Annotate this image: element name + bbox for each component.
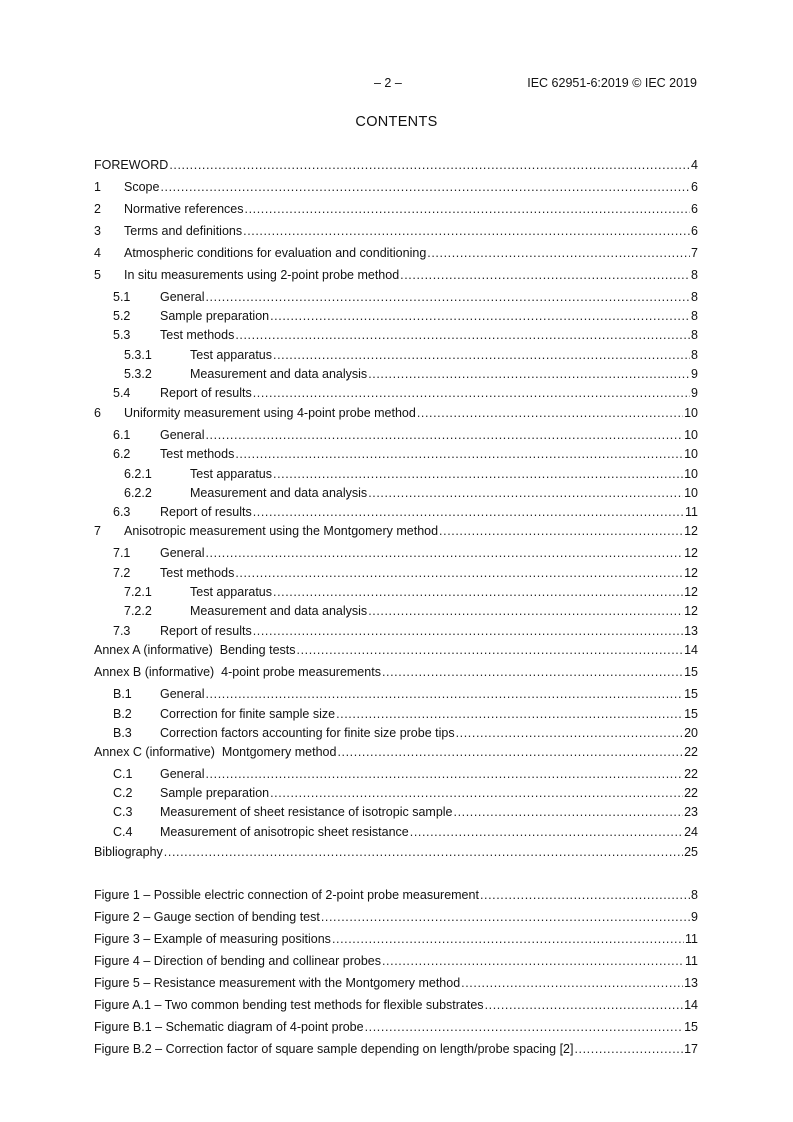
toc-entry[interactable] <box>94 825 698 841</box>
figure-entry-title: Figure 1 – Possible electric connection of 2-point probe measurement <box>94 888 479 902</box>
toc-entry-page: 15 <box>684 665 698 679</box>
toc-entry[interactable] <box>94 290 698 306</box>
toc-entry-page: 6 <box>691 224 698 238</box>
toc-entry-number: 5.4 <box>113 386 131 400</box>
toc-entry-page: 8 <box>691 328 698 342</box>
figure-entry-page: 15 <box>684 1020 698 1034</box>
page-title: CONTENTS <box>355 114 438 130</box>
figure-entry[interactable] <box>94 932 698 948</box>
dot-leader <box>365 1020 684 1034</box>
toc-entry[interactable] <box>94 328 698 344</box>
figure-entry[interactable] <box>94 954 698 970</box>
dot-leader <box>417 406 683 420</box>
toc-entry-page: 8 <box>691 348 698 362</box>
figure-entry-title: Figure A.1 – Two common bending test methods for flexible substrates <box>94 998 484 1012</box>
figure-entry-title: Figure B.1 – Schematic diagram of 4-point probe <box>94 1020 364 1034</box>
dot-leader <box>235 566 683 580</box>
toc-entry-number: 5.2 <box>113 309 131 323</box>
dot-leader <box>205 767 683 781</box>
toc-entry-title: General <box>160 687 205 701</box>
toc-entry[interactable] <box>94 786 698 802</box>
toc-entry[interactable] <box>94 406 698 422</box>
toc-entry[interactable] <box>94 386 698 402</box>
toc-entry-title: Scope <box>124 180 160 194</box>
toc-entry-title: Test apparatus <box>190 467 272 481</box>
figure-entry[interactable] <box>94 910 698 926</box>
toc-entry-page: 9 <box>691 386 698 400</box>
toc-entry-page: 10 <box>684 428 698 442</box>
dot-leader <box>480 888 690 902</box>
dot-leader <box>321 910 690 924</box>
toc-entry[interactable] <box>94 726 698 742</box>
toc-entry[interactable] <box>94 546 698 562</box>
toc-entry[interactable] <box>94 246 698 262</box>
toc-entry-title: Sample preparation <box>160 309 270 323</box>
toc-entry-title: Test apparatus <box>190 585 272 599</box>
figure-entry[interactable] <box>94 1020 698 1036</box>
toc-entry-page: 8 <box>691 290 698 304</box>
figure-entry-page: 17 <box>684 1042 698 1056</box>
toc-entry-title: Anisotropic measurement using the Montgomery method <box>124 524 439 538</box>
dot-leader <box>368 486 683 500</box>
dot-leader <box>456 726 684 740</box>
toc-entry-page: 15 <box>684 687 698 701</box>
figure-entry-page: 11 <box>685 932 698 946</box>
dot-leader <box>169 158 690 172</box>
toc-entry-title: Correction for finite sample size <box>160 707 336 721</box>
toc-entry-number: B.1 <box>113 687 132 701</box>
dot-leader <box>382 665 683 679</box>
toc-entry-number: 3 <box>94 224 101 238</box>
figure-entry[interactable] <box>94 1042 698 1058</box>
toc-entry-title: Correction factors accounting for finite size probe tips <box>160 726 455 740</box>
toc-entry-number: 6 <box>94 406 101 420</box>
toc-entry-number: 5 <box>94 268 101 282</box>
toc-entry-page: 22 <box>684 745 698 759</box>
toc-entry-number: C.4 <box>113 825 133 839</box>
toc-entry-number: 7.1 <box>113 546 131 560</box>
figure-entry-page: 11 <box>685 954 698 968</box>
toc-entry[interactable] <box>94 665 698 681</box>
figure-entry-title: Figure 4 – Direction of bending and collinear probes <box>94 954 381 968</box>
toc-entry-page: 22 <box>684 786 698 800</box>
toc-entry-number: 7.2 <box>113 566 131 580</box>
dot-leader <box>273 585 683 599</box>
toc-entry[interactable] <box>94 687 698 703</box>
toc-entry-number: C.3 <box>113 805 133 819</box>
toc-entry-page: 22 <box>684 767 698 781</box>
dot-leader <box>235 447 683 461</box>
toc-entry-title: In situ measurements using 2-point probe method <box>124 268 400 282</box>
toc-entry[interactable] <box>94 585 698 601</box>
toc-entry-page: 11 <box>685 505 698 519</box>
toc-entry-number: 5.3 <box>113 328 131 342</box>
toc-entry-title: Sample preparation <box>160 786 270 800</box>
toc-entry-number: B.3 <box>113 726 132 740</box>
toc-entry-number: 1 <box>94 180 101 194</box>
toc-entry-page: 9 <box>691 367 698 381</box>
dot-leader <box>400 268 690 282</box>
toc-entry-page: 12 <box>684 585 698 599</box>
document-reference: IEC 62951-6:2019 © IEC 2019 <box>527 76 697 90</box>
toc-entry-title: Report of results <box>160 386 252 400</box>
dot-leader <box>368 367 690 381</box>
toc-entry-number: 7.2.1 <box>124 585 152 599</box>
toc-entry[interactable] <box>94 158 698 174</box>
toc-entry-page: 6 <box>691 180 698 194</box>
dot-leader <box>164 845 683 859</box>
toc-entry-number: 7.3 <box>113 624 131 638</box>
toc-entry-title: Measurement of anisotropic sheet resistance <box>160 825 409 839</box>
toc-entry[interactable] <box>94 486 698 502</box>
toc-entry-title: General <box>160 767 205 781</box>
toc-entry-page: 10 <box>684 406 698 420</box>
toc-entry-page: 13 <box>684 624 698 638</box>
toc-entry[interactable] <box>94 268 698 284</box>
toc-entry-page: 20 <box>684 726 698 740</box>
figure-entry[interactable] <box>94 976 698 992</box>
dot-leader <box>205 546 683 560</box>
toc-entry-title: Measurement and data analysis <box>190 486 368 500</box>
toc-entry[interactable] <box>94 348 698 364</box>
toc-entry-page: 10 <box>684 486 698 500</box>
toc-entry[interactable] <box>94 224 698 240</box>
toc-entry-title: Report of results <box>160 505 252 519</box>
toc-entry[interactable] <box>94 505 698 521</box>
toc-entry-page: 12 <box>684 524 698 538</box>
dot-leader <box>574 1042 683 1056</box>
toc-entry-title: Measurement and data analysis <box>190 604 368 618</box>
page-number: – 2 – <box>374 76 402 90</box>
toc-entry[interactable] <box>94 309 698 325</box>
figure-entry-title: Figure 3 – Example of measuring positions <box>94 932 331 946</box>
dot-leader <box>235 328 690 342</box>
dot-leader <box>461 976 683 990</box>
toc-entry-number: 6.3 <box>113 505 131 519</box>
toc-entry-page: 10 <box>684 447 698 461</box>
toc-entry-number: 5.1 <box>113 290 131 304</box>
dot-leader <box>245 202 691 216</box>
toc-entry-title: Measurement of sheet resistance of isotropic sample <box>160 805 453 819</box>
toc-entry-number: 6.2.1 <box>124 467 152 481</box>
toc-entry-title: General <box>160 428 205 442</box>
dot-leader <box>439 524 683 538</box>
toc-entry-number: 5.3.2 <box>124 367 152 381</box>
dot-leader <box>332 932 684 946</box>
toc-entry-number: 7 <box>94 524 101 538</box>
dot-leader <box>205 687 683 701</box>
toc-entry-page: 15 <box>684 707 698 721</box>
dot-leader <box>427 246 690 260</box>
toc-entry-title: Terms and definitions <box>124 224 243 238</box>
toc-entry-number: C.2 <box>113 786 133 800</box>
dot-leader <box>336 707 683 721</box>
toc-entry[interactable] <box>94 604 698 620</box>
toc-entry-title: Report of results <box>160 624 252 638</box>
dot-leader <box>205 290 690 304</box>
toc-entry-title: Normative references <box>124 202 244 216</box>
dot-leader <box>382 954 684 968</box>
toc-entry[interactable] <box>94 566 698 582</box>
toc-entry[interactable] <box>94 202 698 218</box>
figure-entry-title: Figure 5 – Resistance measurement with the Montgomery method <box>94 976 461 990</box>
toc-entry-title: Test methods <box>160 328 235 342</box>
toc-entry-number: 2 <box>94 202 101 216</box>
toc-entry-page: 12 <box>684 566 698 580</box>
dot-leader <box>273 467 683 481</box>
toc-entry-page: 23 <box>684 805 698 819</box>
toc-entry-page: 12 <box>684 546 698 560</box>
figure-entry-page: 14 <box>684 998 698 1012</box>
toc-entry-number: 7.2.2 <box>124 604 152 618</box>
toc-entry-title: FOREWORD <box>94 158 169 172</box>
toc-entry-number: 6.2.2 <box>124 486 152 500</box>
toc-entry-title: General <box>160 546 205 560</box>
toc-entry[interactable] <box>94 643 698 659</box>
toc-entry-title: Annex C (informative) Montgomery method <box>94 745 337 759</box>
toc-entry-number: 6.2 <box>113 447 131 461</box>
toc-entry-page: 14 <box>684 643 698 657</box>
dot-leader <box>253 624 683 638</box>
figure-entry-title: Figure 2 – Gauge section of bending test <box>94 910 320 924</box>
toc-entry-page: 12 <box>684 604 698 618</box>
dot-leader <box>337 745 683 759</box>
toc-entry-page: 7 <box>691 246 698 260</box>
toc-entry-title: Annex A (informative) Bending tests <box>94 643 296 657</box>
toc-entry-title: Test apparatus <box>190 348 272 362</box>
dot-leader <box>485 998 684 1012</box>
figure-entry[interactable] <box>94 998 698 1014</box>
toc-entry-number: 5.3.1 <box>124 348 152 362</box>
dot-leader <box>243 224 690 238</box>
figure-entry[interactable] <box>94 888 698 904</box>
toc-entry-title: Measurement and data analysis <box>190 367 368 381</box>
dot-leader <box>368 604 683 618</box>
toc-entry-title: Uniformity measurement using 4-point probe method <box>124 406 416 420</box>
dot-leader <box>410 825 683 839</box>
toc-entry-number: C.1 <box>113 767 133 781</box>
dot-leader <box>160 180 690 194</box>
toc-entry-number: B.2 <box>113 707 132 721</box>
toc-entry-page: 4 <box>691 158 698 172</box>
dot-leader <box>253 386 690 400</box>
dot-leader <box>205 428 683 442</box>
toc-entry-page: 8 <box>691 309 698 323</box>
toc-entry-title: Atmospheric conditions for evaluation and conditioning <box>124 246 427 260</box>
toc-entry[interactable] <box>94 767 698 783</box>
dot-leader <box>454 805 684 819</box>
figure-entry-title: Figure B.2 – Correction factor of square sample depending on length/probe spacing [2] <box>94 1042 574 1056</box>
toc-entry-title: Annex B (informative) 4-point probe measurements <box>94 665 381 679</box>
toc-entry-title: Test methods <box>160 566 235 580</box>
dot-leader <box>273 348 690 362</box>
toc-entry[interactable] <box>94 367 698 383</box>
toc-entry[interactable] <box>94 428 698 444</box>
figure-entry-page: 9 <box>691 910 698 924</box>
toc-entry[interactable] <box>94 624 698 640</box>
toc-entry[interactable] <box>94 467 698 483</box>
toc-entry[interactable] <box>94 845 698 861</box>
dot-leader <box>253 505 684 519</box>
toc-entry-title: Test methods <box>160 447 235 461</box>
toc-entry[interactable] <box>94 707 698 723</box>
toc-entry-title: General <box>160 290 205 304</box>
dot-leader <box>270 786 683 800</box>
toc-entry-page: 6 <box>691 202 698 216</box>
toc-entry[interactable] <box>94 447 698 463</box>
toc-entry[interactable] <box>94 524 698 540</box>
toc-entry-page: 24 <box>684 825 698 839</box>
toc-entry[interactable] <box>94 180 698 196</box>
figure-entry-page: 13 <box>684 976 698 990</box>
toc-entry[interactable] <box>94 805 698 821</box>
dot-leader <box>297 643 684 657</box>
toc-entry-number: 6.1 <box>113 428 131 442</box>
toc-entry-page: 10 <box>684 467 698 481</box>
toc-entry-number: 4 <box>94 246 101 260</box>
toc-entry-title: Bibliography <box>94 845 163 859</box>
dot-leader <box>270 309 690 323</box>
toc-entry-page: 8 <box>691 268 698 282</box>
toc-entry-page: 25 <box>684 845 698 859</box>
toc-entry[interactable] <box>94 745 698 761</box>
figure-entry-page: 8 <box>691 888 698 902</box>
